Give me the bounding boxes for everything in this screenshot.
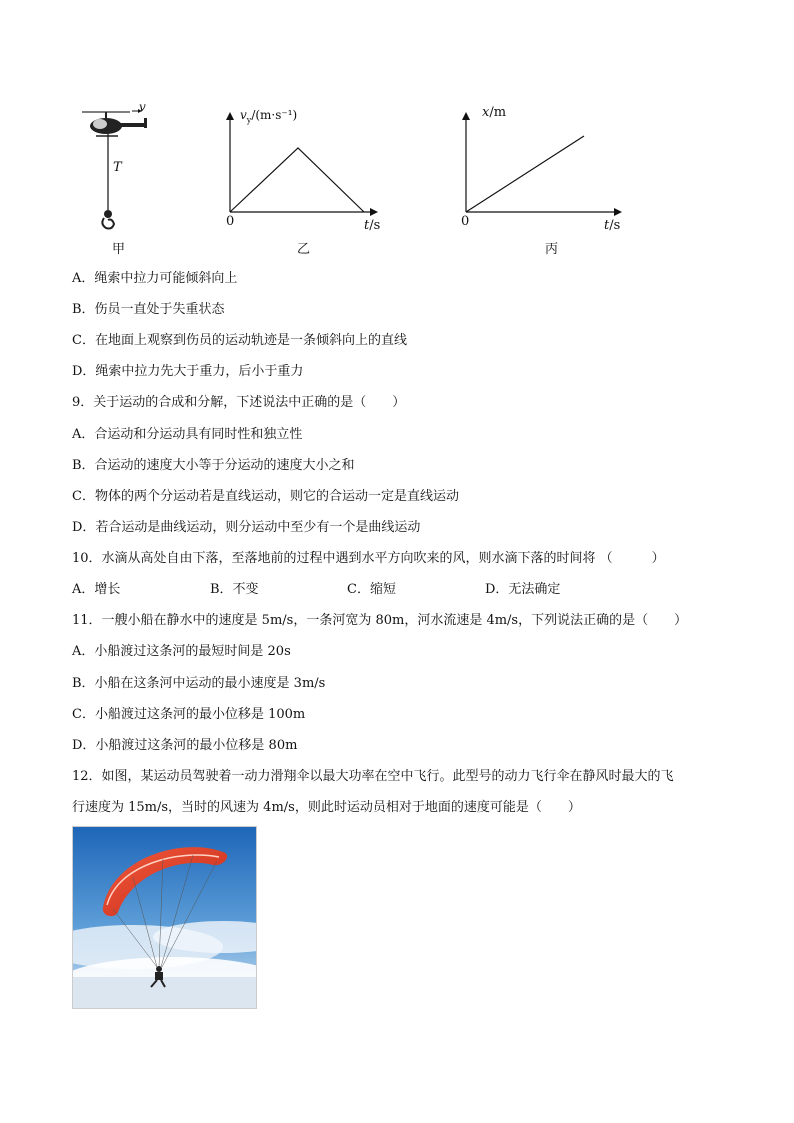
- q8-option-d: D．绳索中拉力先大于重力，后小于重力: [72, 364, 304, 379]
- q11-option-d: D．小船渡过这条河的最小位移是 80m: [72, 738, 298, 753]
- q10-option-d: D．无法确定: [485, 582, 561, 597]
- x-axis-label: x/m: [482, 105, 507, 120]
- q11-stem: 11．一艘小船在静水中的速度是 5m/s，一条河宽为 80m，河水流速是 4m/s，下列说法正确的是（ ）: [72, 613, 688, 628]
- q10-stem: 10．水滴从高处自由下落，至落地前的过程中遇到水平方向吹来的风，则水滴下落的时间将 （ ）: [72, 551, 665, 566]
- q9-option-a: A．合运动和分运动具有同时性和独立性: [72, 427, 303, 442]
- x-t-graph: [458, 110, 628, 230]
- figure-caption-bing: 丙: [545, 242, 559, 257]
- q9-stem: 9．关于运动的合成和分解，下述说法中正确的是（ ）: [72, 395, 406, 410]
- vy-t-graph: [222, 110, 382, 230]
- q9-option-d: D．若合运动是曲线运动，则分运动中至少有一个是曲线运动: [72, 520, 421, 535]
- q10-option-b: B．不变: [210, 582, 259, 597]
- figure-caption-jia: 甲: [112, 242, 126, 257]
- q10-option-a: A．增长: [72, 582, 121, 597]
- paraglider-photo: [72, 826, 257, 1009]
- q9-option-c: C．物体的两个分运动若是直线运动，则它的合运动一定是直线运动: [72, 489, 459, 504]
- x-origin-label: 0: [461, 214, 470, 229]
- vy-origin-label: 0: [226, 214, 235, 229]
- q9-option-b: B．合运动的速度大小等于分运动的速度大小之和: [72, 458, 355, 473]
- q8-option-b: B．伤员一直处于失重状态: [72, 302, 225, 317]
- vy-t-axis-label: t/s: [364, 218, 381, 233]
- q8-option-a: A．绳索中拉力可能倾斜向上: [72, 271, 238, 286]
- figure-caption-yi: 乙: [297, 242, 311, 257]
- tension-label: T: [113, 160, 122, 175]
- q12-stem-line1: 12．如图，某运动员驾驶着一动力滑翔伞以最大功率在空中飞行。此型号的动力飞行伞在静风时最大的飞: [72, 769, 674, 784]
- vy-curve: [230, 148, 364, 212]
- q11-option-b: B．小船在这条河中运动的最小速度是 3m/s: [72, 676, 326, 691]
- q12-stem-line2: 行速度为 15m/s，当时的风速为 4m/s，则此时运动员相对于地面的速度可能是（ ）: [72, 800, 581, 815]
- vy-axis-label: $v_y/(m\cdot s^{-1})$: [240, 108, 298, 125]
- x-t-line: [466, 136, 584, 212]
- x-t-axis-label: t/s: [604, 218, 621, 233]
- velocity-label: v: [139, 100, 146, 114]
- q10-option-c: C．缩短: [347, 582, 396, 597]
- q11-option-c: C．小船渡过这条河的最小位移是 100m: [72, 707, 306, 722]
- q8-option-c: C．在地面上观察到伤员的运动轨迹是一条倾斜向上的直线: [72, 333, 407, 348]
- q11-option-a: A．小船渡过这条河的最短时间是 20s: [72, 644, 291, 659]
